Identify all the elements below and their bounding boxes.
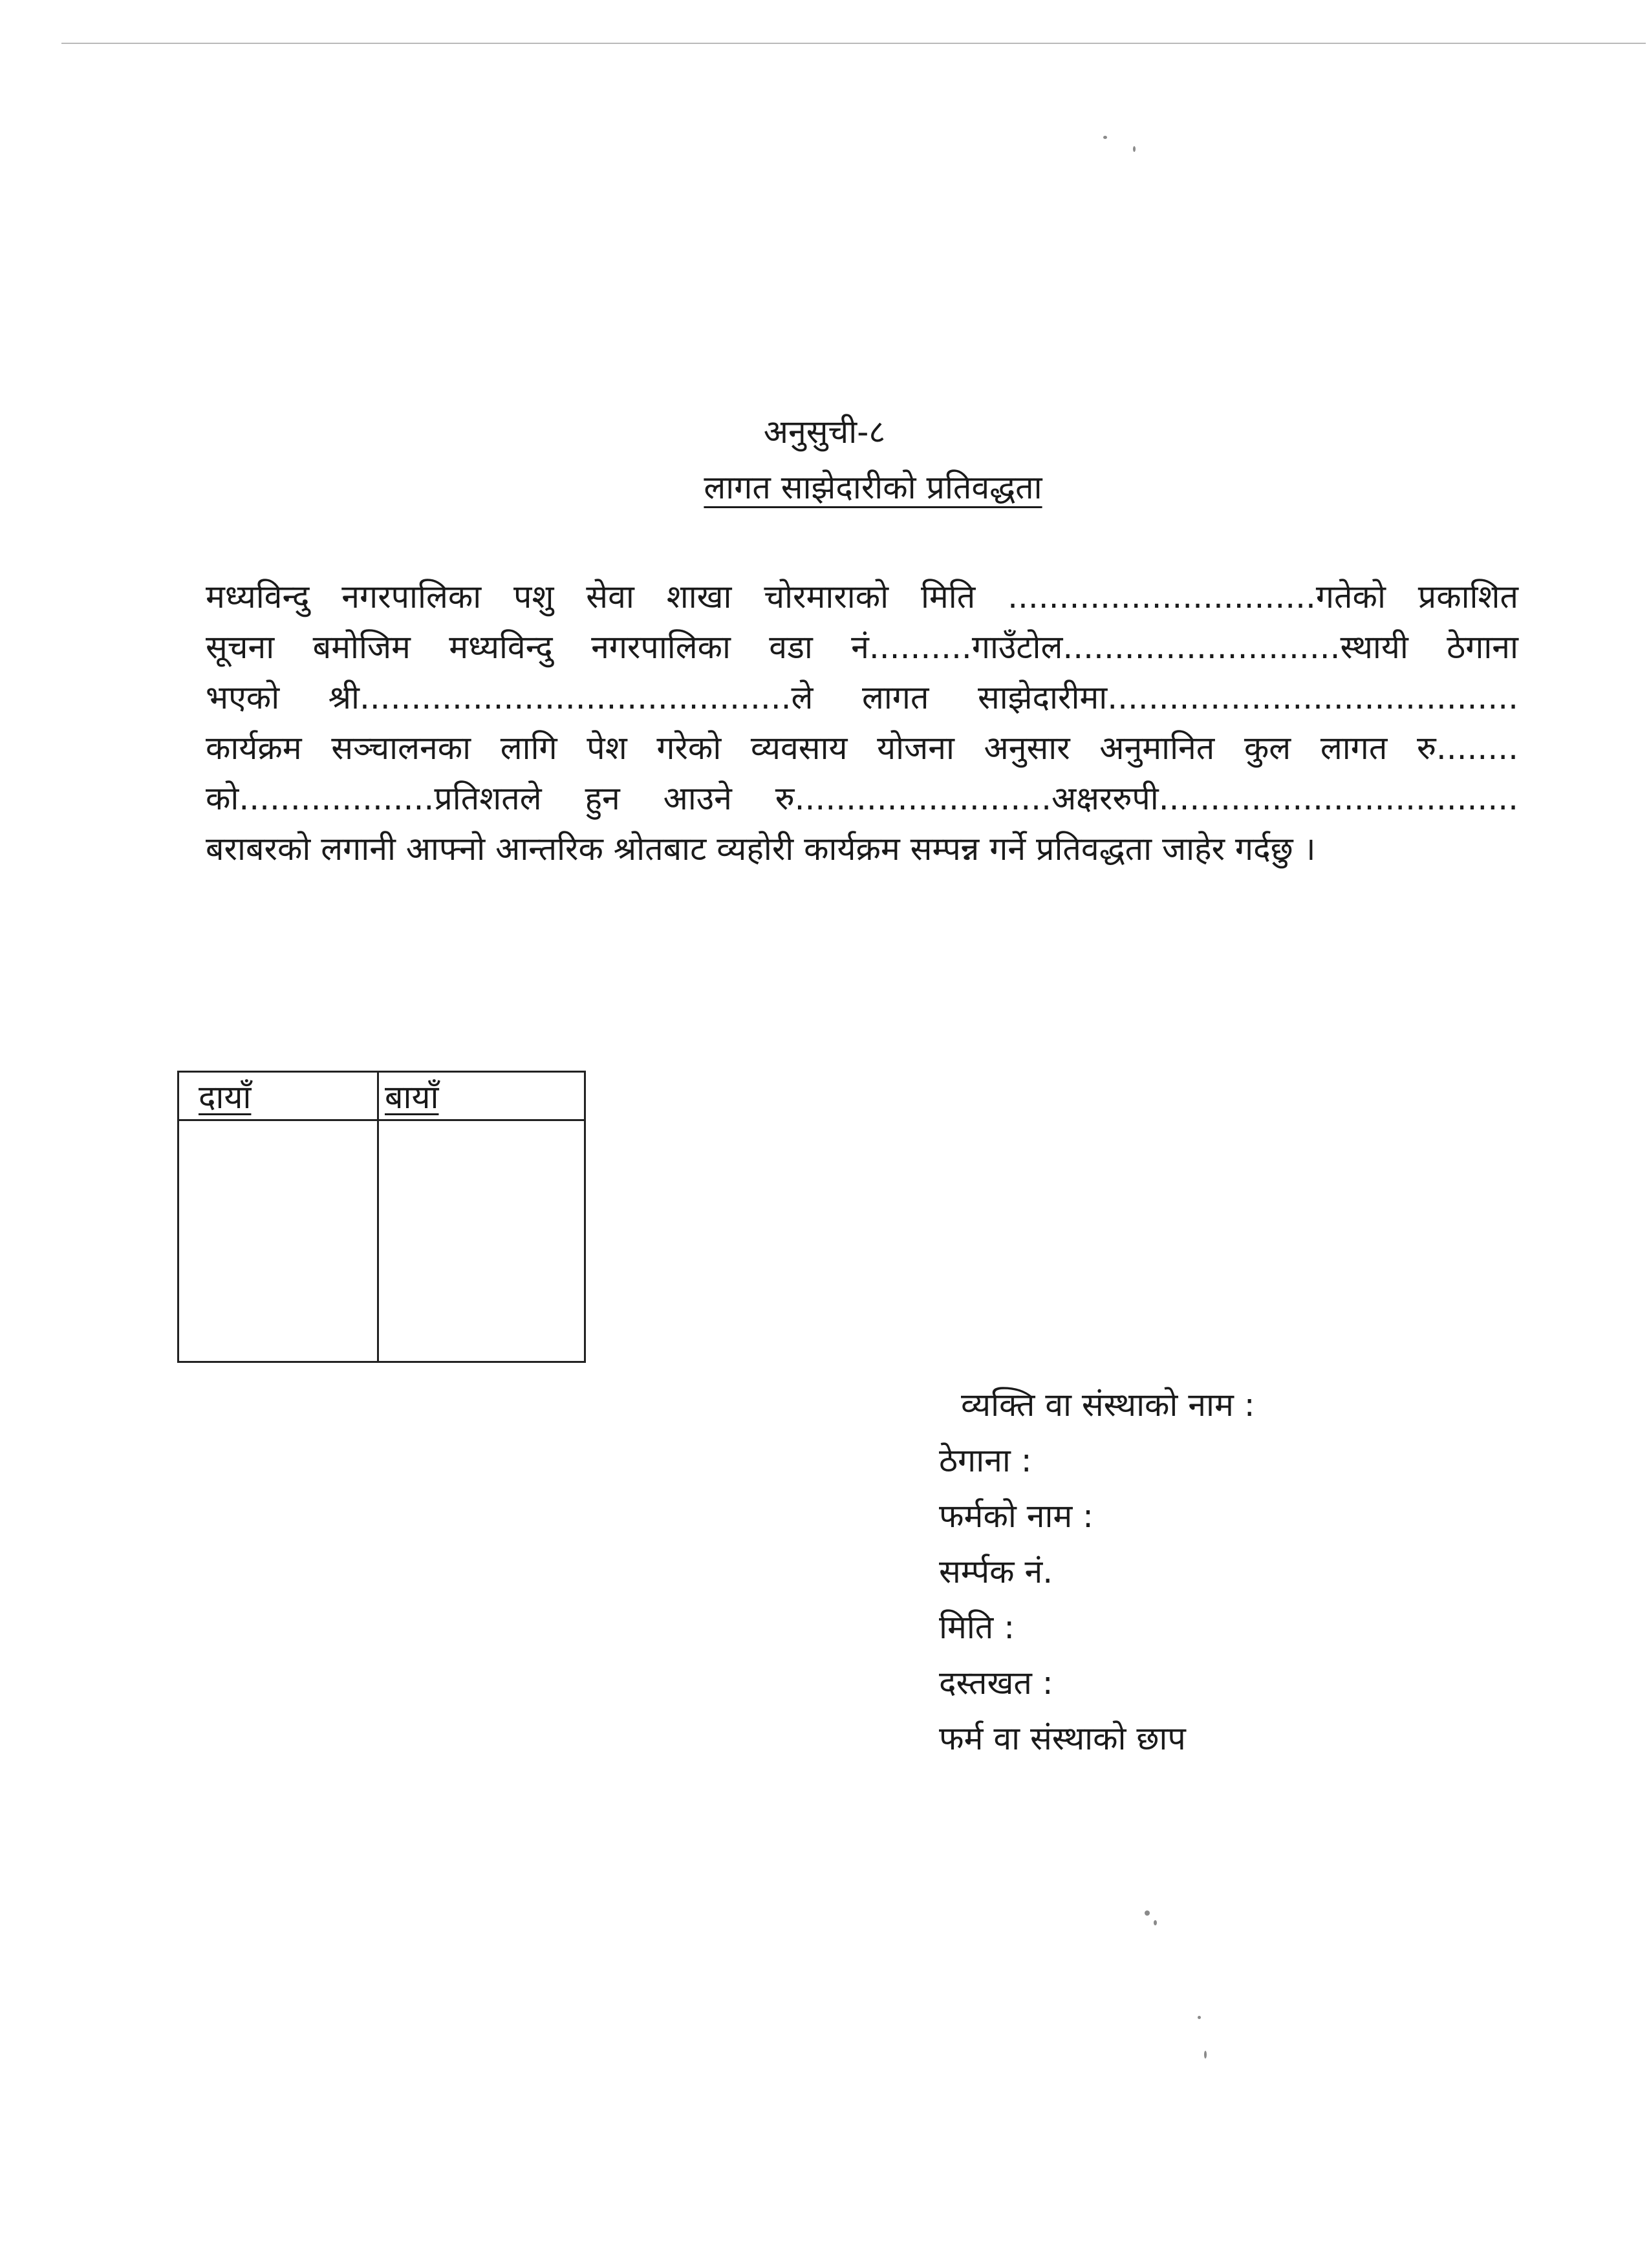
signature-block bbox=[939, 1377, 1255, 1766]
paragraph-line: सूचना बमोजिम मध्यविन्दु नगरपालिका वडा नं..........गाउँटोल...........................स्थायी ठेगाना bbox=[206, 628, 1518, 666]
scan-edge-line bbox=[61, 43, 1646, 44]
scan-speck bbox=[1204, 2051, 1207, 2059]
name-label: व्यक्ति वा संस्थाको नाम : bbox=[961, 1386, 1255, 1424]
stamp-label: फर्म वा संस्थाको छाप bbox=[939, 1720, 1186, 1757]
scan-speck bbox=[1198, 2016, 1201, 2019]
paragraph-line: बराबरको लगानी आफ्नो आन्तरिक श्रोतबाट व्यहोरी कार्यक्रम सम्पन्न गर्ने प्रतिवद्धता जाहेर गर्दछु । bbox=[206, 830, 1316, 868]
thumbprint-divider bbox=[377, 1073, 379, 1361]
page-title: अनुसुची-८ bbox=[763, 413, 886, 451]
commitment-paragraph bbox=[206, 572, 1518, 874]
signature-label: दस्तखत : bbox=[939, 1664, 1053, 1702]
date-label: मिति : bbox=[939, 1609, 1015, 1646]
scan-speck bbox=[1145, 1910, 1150, 1916]
page-subtitle: लागत साझेदारीको प्रतिवद्धता bbox=[704, 469, 1042, 506]
thumbprint-header-rule bbox=[179, 1119, 584, 1121]
right-thumb-label: दायाँ bbox=[199, 1078, 252, 1116]
thumbprint-box bbox=[177, 1071, 586, 1363]
scan-speck bbox=[1154, 1920, 1157, 1925]
scan-speck bbox=[1103, 136, 1107, 139]
left-thumb-label: बायाँ bbox=[385, 1078, 439, 1116]
firm-name-label: फर्मको नाम : bbox=[939, 1497, 1094, 1535]
contact-number-label: सर्म्पक नं. bbox=[939, 1553, 1053, 1590]
paragraph-line: भएको श्री..........................................ले लागत साझेदारीमा........................................ bbox=[206, 679, 1518, 716]
paragraph-line: कार्यक्रम सञ्चालनका लागि पेश गरेको व्यवसाय योजना अनुसार अनुमानित कुल लागत रु........ bbox=[206, 729, 1518, 767]
scan-speck bbox=[1133, 146, 1136, 152]
paragraph-line: को...................प्रतिशतले हुन आउने रु.........................अक्षररुपी................................... bbox=[206, 780, 1518, 817]
paragraph-line: मध्यविन्दु नगरपालिका पशु सेवा शाखा चोरमाराको मिति ..............................गतेको प्रकाशित bbox=[206, 578, 1518, 615]
address-label: ठेगाना : bbox=[939, 1442, 1032, 1479]
